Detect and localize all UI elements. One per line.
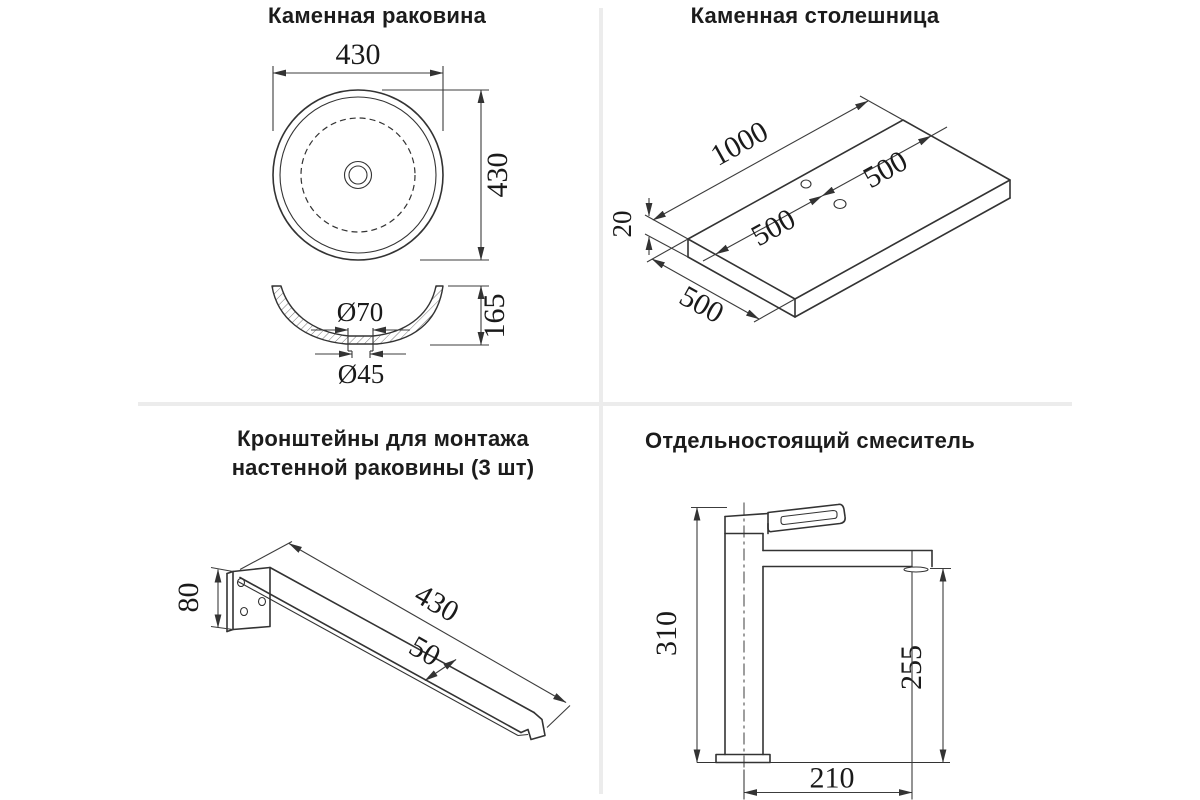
sink-outer-rim-circle [273,90,443,260]
quadrant-brackets [0,406,599,800]
bracket-arm-bottom-edge [240,578,521,733]
sink-side-view [272,286,511,389]
sink-drawing [0,0,599,402]
countertop-drawing [603,0,1200,402]
faucet-aerator [904,567,928,572]
countertop-faucet-hole [801,180,811,188]
quadrant-countertop [603,0,1200,402]
sink-drain-bottom-dim: Ø45 [337,359,385,389]
countertop-title: Каменная столешница [690,3,940,28]
bracket-body [227,568,545,740]
sink-height-dim: 430 [481,152,514,198]
faucet-base-flange [716,755,770,763]
countertop-thickness-dim: 20 [607,210,637,238]
bracket-screw-hole [241,608,248,616]
countertop-right-dim: 500 [857,144,914,196]
quadrant-faucet [603,406,1200,800]
countertop-drain-hole [834,200,846,209]
faucet-spout-height-dim: 255 [895,645,928,690]
countertop-dimensions [607,96,947,330]
sink-top-view [273,38,514,260]
sink-drain-top-dim: Ø70 [336,297,384,327]
quadrant-sink [0,0,599,402]
brackets-title-line2: настенной раковины (3 шт) [231,455,535,480]
bracket-height-dim: 80 [172,582,205,613]
brackets-title-line1: Кронштейны для монтажа [237,426,529,451]
countertop-center-dim: 500 [745,202,802,254]
sink-side-height-dim: 165 [478,293,511,339]
sink-title: Каменная раковина [267,3,487,28]
bracket-arm-top-edge [270,568,534,713]
sink-width-dim: 430 [335,38,381,71]
faucet-title: Отдельностоящий смеситель [645,428,975,453]
bracket-length-dim: 430 [409,577,465,629]
bracket-screw-hole [259,598,266,606]
countertop-depth-dim: 500 [673,279,730,331]
countertop-length-dim: 1000 [705,114,774,173]
sink-drain-inner-circle [349,166,367,184]
faucet-drawing [603,406,1200,800]
faucet-handle-slot [781,511,837,525]
brackets-drawing [0,406,599,800]
bracket-arm-end-lip [521,713,545,740]
faucet-reach-dim: 210 [809,761,855,795]
sink-inner-rim-circle [280,97,436,253]
bracket-width-dim: 50 [403,629,446,674]
sink-bowl-dashed-circle [301,118,415,232]
faucet-total-height-dim: 310 [650,611,683,656]
